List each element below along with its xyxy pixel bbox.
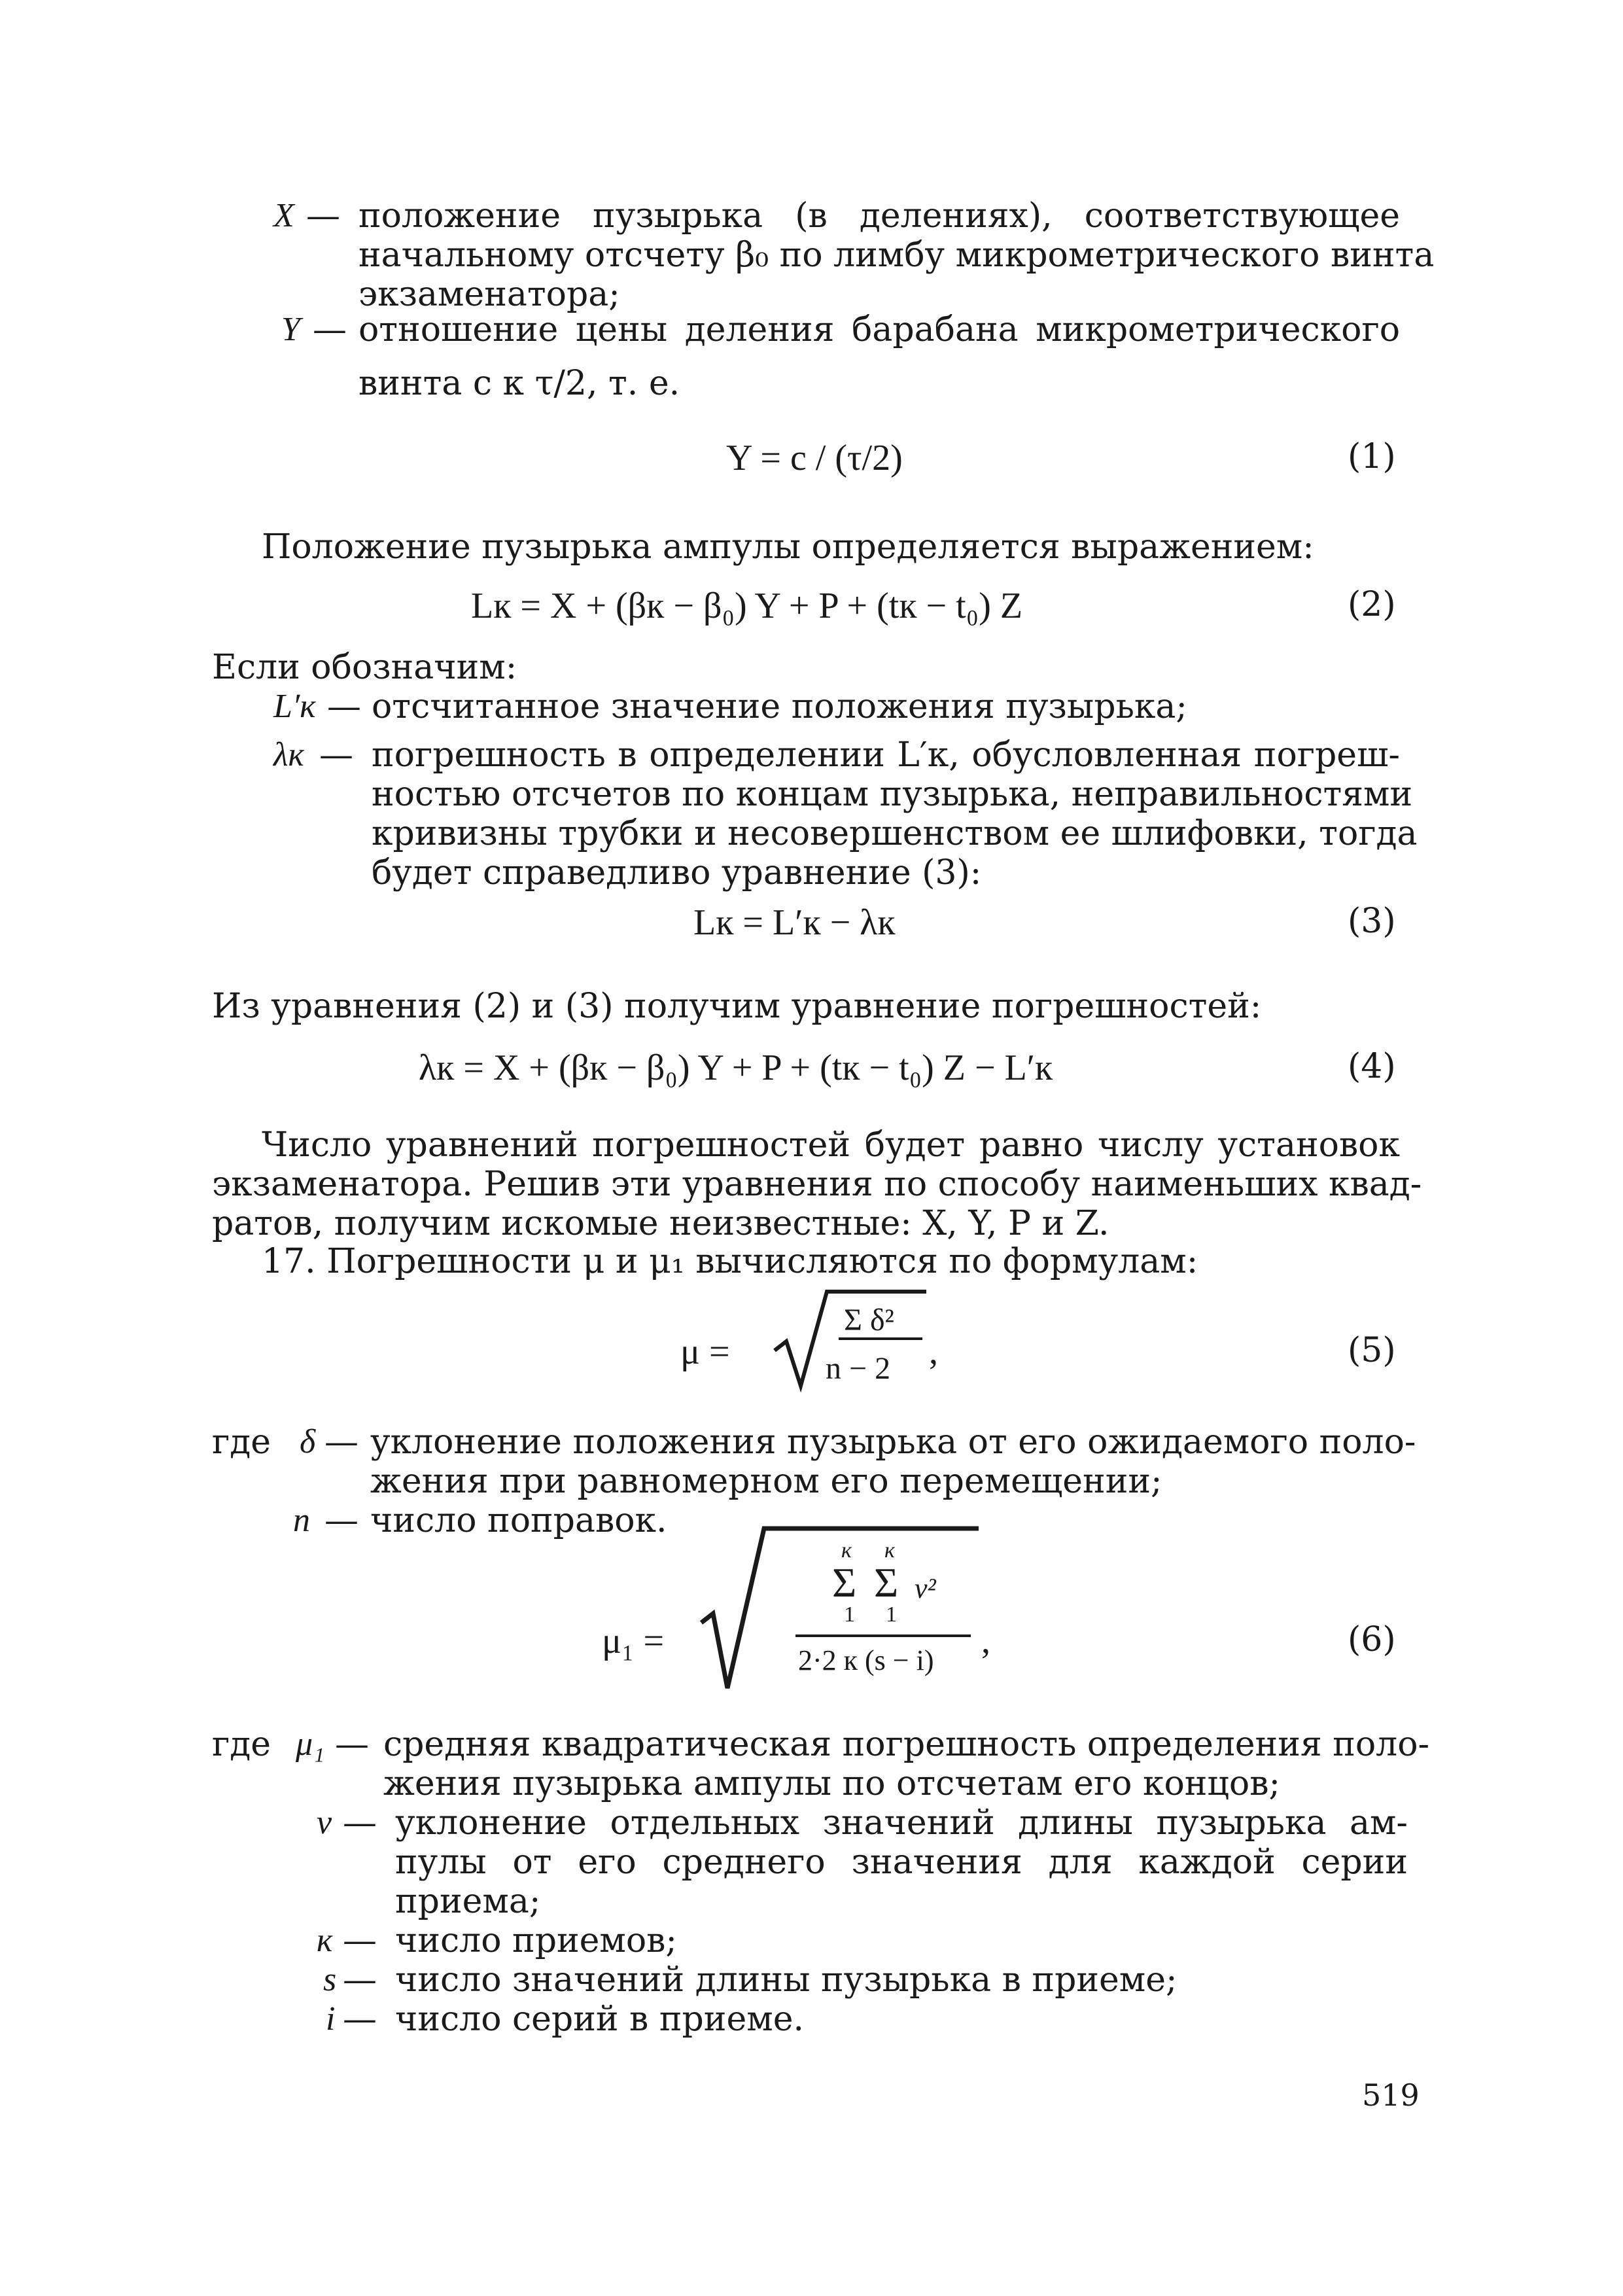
def-dash: — xyxy=(327,687,361,726)
def-delta-line-2: жения при равномерном его перемещении; xyxy=(370,1462,1162,1501)
def-lambda-line-2: ностью отсчетов по концам пузырька, неправильностями xyxy=(372,775,1413,814)
def-symbol-lk: L′к xyxy=(273,688,316,725)
def-dash: — xyxy=(324,1501,358,1540)
def-dash: — xyxy=(324,1422,358,1462)
equation-1: Y = c / (τ/2) xyxy=(726,438,903,478)
def-dash: — xyxy=(343,1803,377,1843)
def-symbol-x: X xyxy=(273,197,294,234)
equation-3-number: (3) xyxy=(1348,902,1396,941)
def-x-line-2: начальному отсчету β₀ по лимбу микрометрического винта xyxy=(358,236,1435,275)
def-symbol-y: Y xyxy=(281,311,300,348)
equation-2: Lк = X + (βк − β₀) Y + P + (tк − t₀) Z xyxy=(471,586,1023,626)
def-s-line-1: число значений длины пузырька в приеме; xyxy=(395,1960,1178,2000)
def-mu1-line-2: жения пузырька ампулы по отсчетам его концов; xyxy=(383,1764,1280,1803)
equation-6-num-term: v² xyxy=(915,1572,936,1604)
def-symbol-s: s xyxy=(323,1961,337,1998)
def-k-line-1: число приемов; xyxy=(395,1921,677,1960)
def-v-line-2: пулы от его среднего значения для каждой серии xyxy=(395,1843,1408,1882)
equation-6-sum-top-1: к xyxy=(841,1538,852,1563)
def-symbol-v: v xyxy=(317,1804,332,1841)
paragraph-count-line-1: Число уравнений погрешностей будет равно числу установок xyxy=(262,1125,1400,1165)
def-mu1-line-1: средняя квадратическая погрешность определения поло- xyxy=(383,1725,1430,1764)
equation-6-number: (6) xyxy=(1348,1620,1396,1659)
def-symbol-n: n xyxy=(293,1502,310,1539)
paragraph-count-line-2: экзаменатора. Решив эти уравнения по способу наименьших квад- xyxy=(212,1165,1422,1204)
equation-6-sum-top-2: к xyxy=(884,1538,895,1563)
equation-5-number: (5) xyxy=(1348,1331,1396,1370)
def-dash: — xyxy=(335,1725,369,1764)
item-17: 17. Погрешности μ и μ₁ вычисляются по формулам: xyxy=(262,1242,1198,1281)
equation-6-sum-bottom-2: 1 xyxy=(886,1602,897,1627)
def-lambda-line-1: погрешность в определении L′к, обусловленная погреш- xyxy=(372,735,1400,775)
def-delta-line-1: уклонение положения пузырька от его ожидаемого поло- xyxy=(370,1422,1416,1462)
where-label: где xyxy=(212,1725,271,1764)
page-number: 519 xyxy=(1362,2077,1420,2113)
def-symbol-delta: δ xyxy=(300,1423,316,1460)
def-dash: — xyxy=(319,735,353,775)
equation-5-lhs: μ = xyxy=(680,1332,730,1372)
equation-6-lhs: μ₁ = xyxy=(602,1621,665,1661)
equation-4: λк = X + (βк − β₀) Y + P + (tк − t₀) Z − L′к xyxy=(419,1048,1053,1088)
def-lambda-line-3: кривизны трубки и несовершенством ее шлифовки, тогда xyxy=(372,814,1418,853)
equation-6-sigma-2: Σ xyxy=(874,1559,899,1606)
where-label: где xyxy=(212,1422,271,1462)
def-x-line-3: экзаменатора; xyxy=(358,275,620,314)
paragraph-count-line-3: ратов, получим искомые неизвестные: X, Y, P и Z. xyxy=(212,1204,1109,1243)
def-dash: — xyxy=(343,1921,377,1960)
paragraph-position: Положение пузырька ампулы определяется выражением: xyxy=(262,527,1314,567)
paragraph-from-equations: Из уравнения (2) и (3) получим уравнение погрешностей: xyxy=(212,987,1262,1026)
def-y-line-2: винта c к τ/2, т. е. xyxy=(358,364,680,403)
equation-6-sigma-1: Σ xyxy=(832,1559,857,1606)
equation-5-numerator: Σ δ² xyxy=(844,1303,894,1337)
def-i-line-1: число серий в приеме. xyxy=(395,2000,804,2039)
equation-5-trail: , xyxy=(929,1332,938,1372)
equation-3: Lк = L′к − λк xyxy=(693,902,896,943)
def-v-line-1: уклонение отдельных значений длины пузырька ам- xyxy=(395,1803,1408,1843)
equation-4-number: (4) xyxy=(1348,1047,1396,1086)
equation-5-denominator: n − 2 xyxy=(826,1351,891,1386)
def-lk-line-1: отсчитанное значение положения пузырька; xyxy=(372,687,1187,726)
def-n-line-1: число поправок. xyxy=(370,1501,667,1540)
def-dash: — xyxy=(343,2000,377,2039)
equation-1-number: (1) xyxy=(1348,437,1396,476)
def-symbol-k: к xyxy=(317,1922,333,1959)
def-symbol-lambda: λк xyxy=(273,736,304,773)
equation-2-number: (2) xyxy=(1348,585,1396,624)
def-y-line-1: отношение цены деления барабана микрометрического xyxy=(358,310,1400,349)
def-dash: — xyxy=(343,1960,377,2000)
paragraph-if-denote: Если обозначим: xyxy=(212,648,517,687)
equation-6-trail: , xyxy=(981,1621,990,1661)
equation-6-sum-bottom-1: 1 xyxy=(844,1602,855,1627)
def-lambda-line-4: будет справедливо уравнение (3): xyxy=(372,853,982,892)
def-x-line-1: положение пузырька (в делениях), соответствующее xyxy=(358,196,1400,236)
def-symbol-mu1: μ₁ xyxy=(296,1725,325,1763)
def-symbol-i: i xyxy=(326,2000,336,2038)
equation-6-denominator: 2·2 к (s − i) xyxy=(798,1644,934,1676)
def-dash: — xyxy=(313,310,347,349)
def-dash: — xyxy=(306,196,340,236)
def-v-line-3: приема; xyxy=(395,1882,541,1921)
